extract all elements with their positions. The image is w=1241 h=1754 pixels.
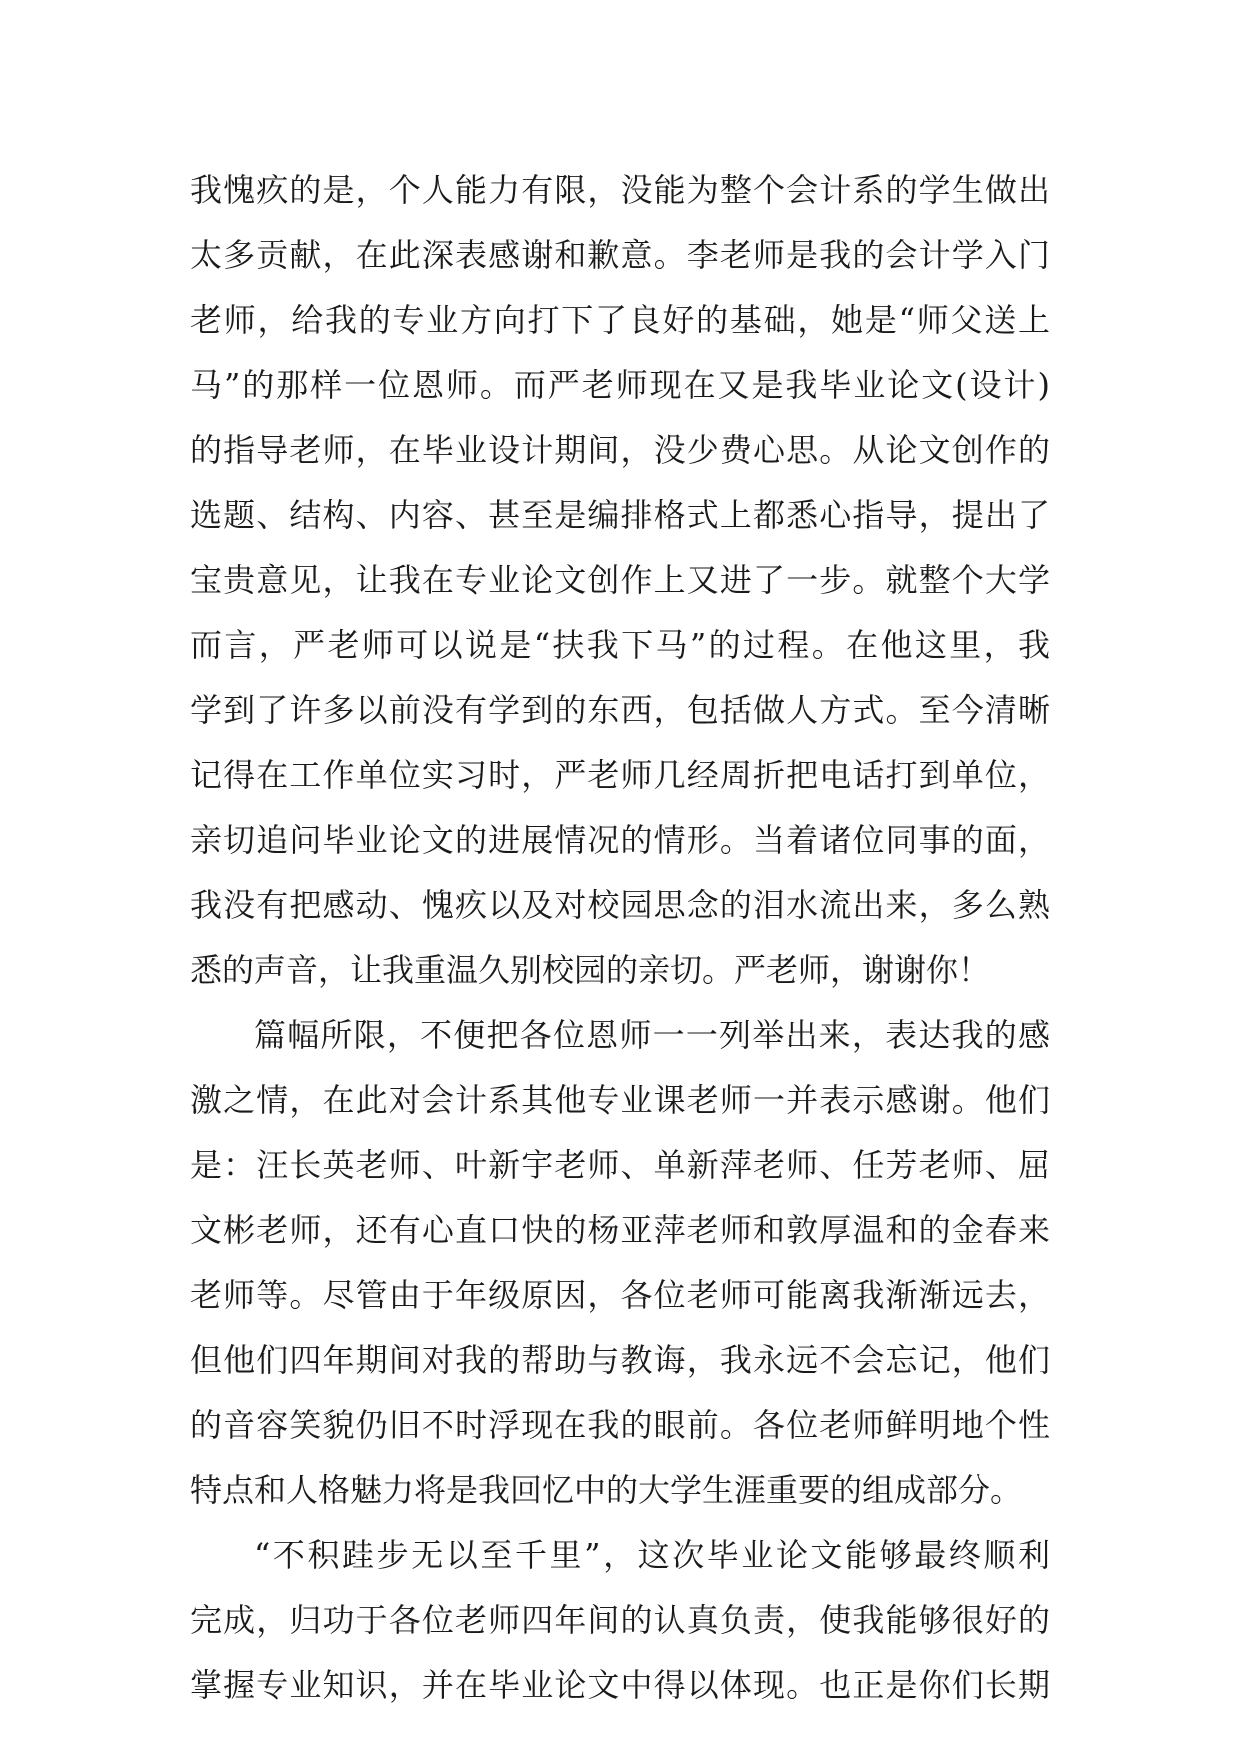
text-line: 学到了许多以前没有学到的东西，包括做人方式。至今清晰: [190, 691, 1050, 729]
text-line: 马”的那样一位恩师。而严老师现在又是我毕业论文(设计): [190, 366, 1050, 404]
text-line: 我愧疚的是，个人能力有限，没能为整个会计系的学生做出: [190, 171, 1050, 209]
text-line: 掌握专业知识，并在毕业论文中得以体现。也正是你们长期: [190, 1666, 1050, 1704]
text-line: 选题、结构、内容、甚至是编排格式上都悉心指导，提出了: [190, 496, 1050, 534]
text-line: 文彬老师，还有心直口快的杨亚萍老师和敦厚温和的金春来: [190, 1211, 1050, 1249]
text-line: 宝贵意见，让我在专业论文创作上又进了一步。就整个大学: [190, 561, 1050, 599]
text-line: 悉的声音，让我重温久别校园的亲切。严老师，谢谢你！: [190, 951, 991, 989]
body-text: [190, 158, 1050, 1718]
text-line: 特点和人格魅力将是我回忆中的大学生涯重要的组成部分。: [190, 1471, 1023, 1509]
text-line: 的音容笑貌仍旧不时浮现在我的眼前。各位老师鲜明地个性: [190, 1406, 1050, 1444]
text-line: 是：汪长英老师、叶新宇老师、单新萍老师、任芳老师、屈: [190, 1146, 1050, 1184]
text-line: 老师等。尽管由于年级原因，各位老师可能离我渐渐远去，: [190, 1276, 1050, 1314]
text-line: 的指导老师，在毕业设计期间，没少费心思。从论文创作的: [190, 431, 1050, 469]
text-line: 篇幅所限，不便把各位恩师一一列举出来，表达我的感: [254, 1016, 1050, 1054]
text-line: 但他们四年期间对我的帮助与教诲，我永远不会忘记，他们: [190, 1341, 1050, 1379]
text-line: 激之情，在此对会计系其他专业课老师一并表示感谢。他们: [190, 1081, 1050, 1119]
text-line: 太多贡献，在此深表感谢和歉意。李老师是我的会计学入门: [190, 236, 1050, 274]
text-line: 而言，严老师可以说是“扶我下马”的过程。在他这里，我: [190, 626, 1050, 664]
text-line: 老师，给我的专业方向打下了良好的基础，她是“师父送上: [190, 301, 1050, 339]
text-line: 亲切追问毕业论文的进展情况的情形。当着诸位同事的面，: [190, 821, 1050, 859]
text-line: 我没有把感动、愧疚以及对校园思念的泪水流出来，多么熟: [190, 886, 1050, 924]
text-line: 记得在工作单位实习时，严老师几经周折把电话打到单位，: [190, 756, 1050, 794]
text-line: 完成，归功于各位老师四年间的认真负责，使我能够很好的: [190, 1601, 1050, 1639]
text-line: “不积跬步无以至千里”，这次毕业论文能够最终顺利: [254, 1536, 1050, 1574]
